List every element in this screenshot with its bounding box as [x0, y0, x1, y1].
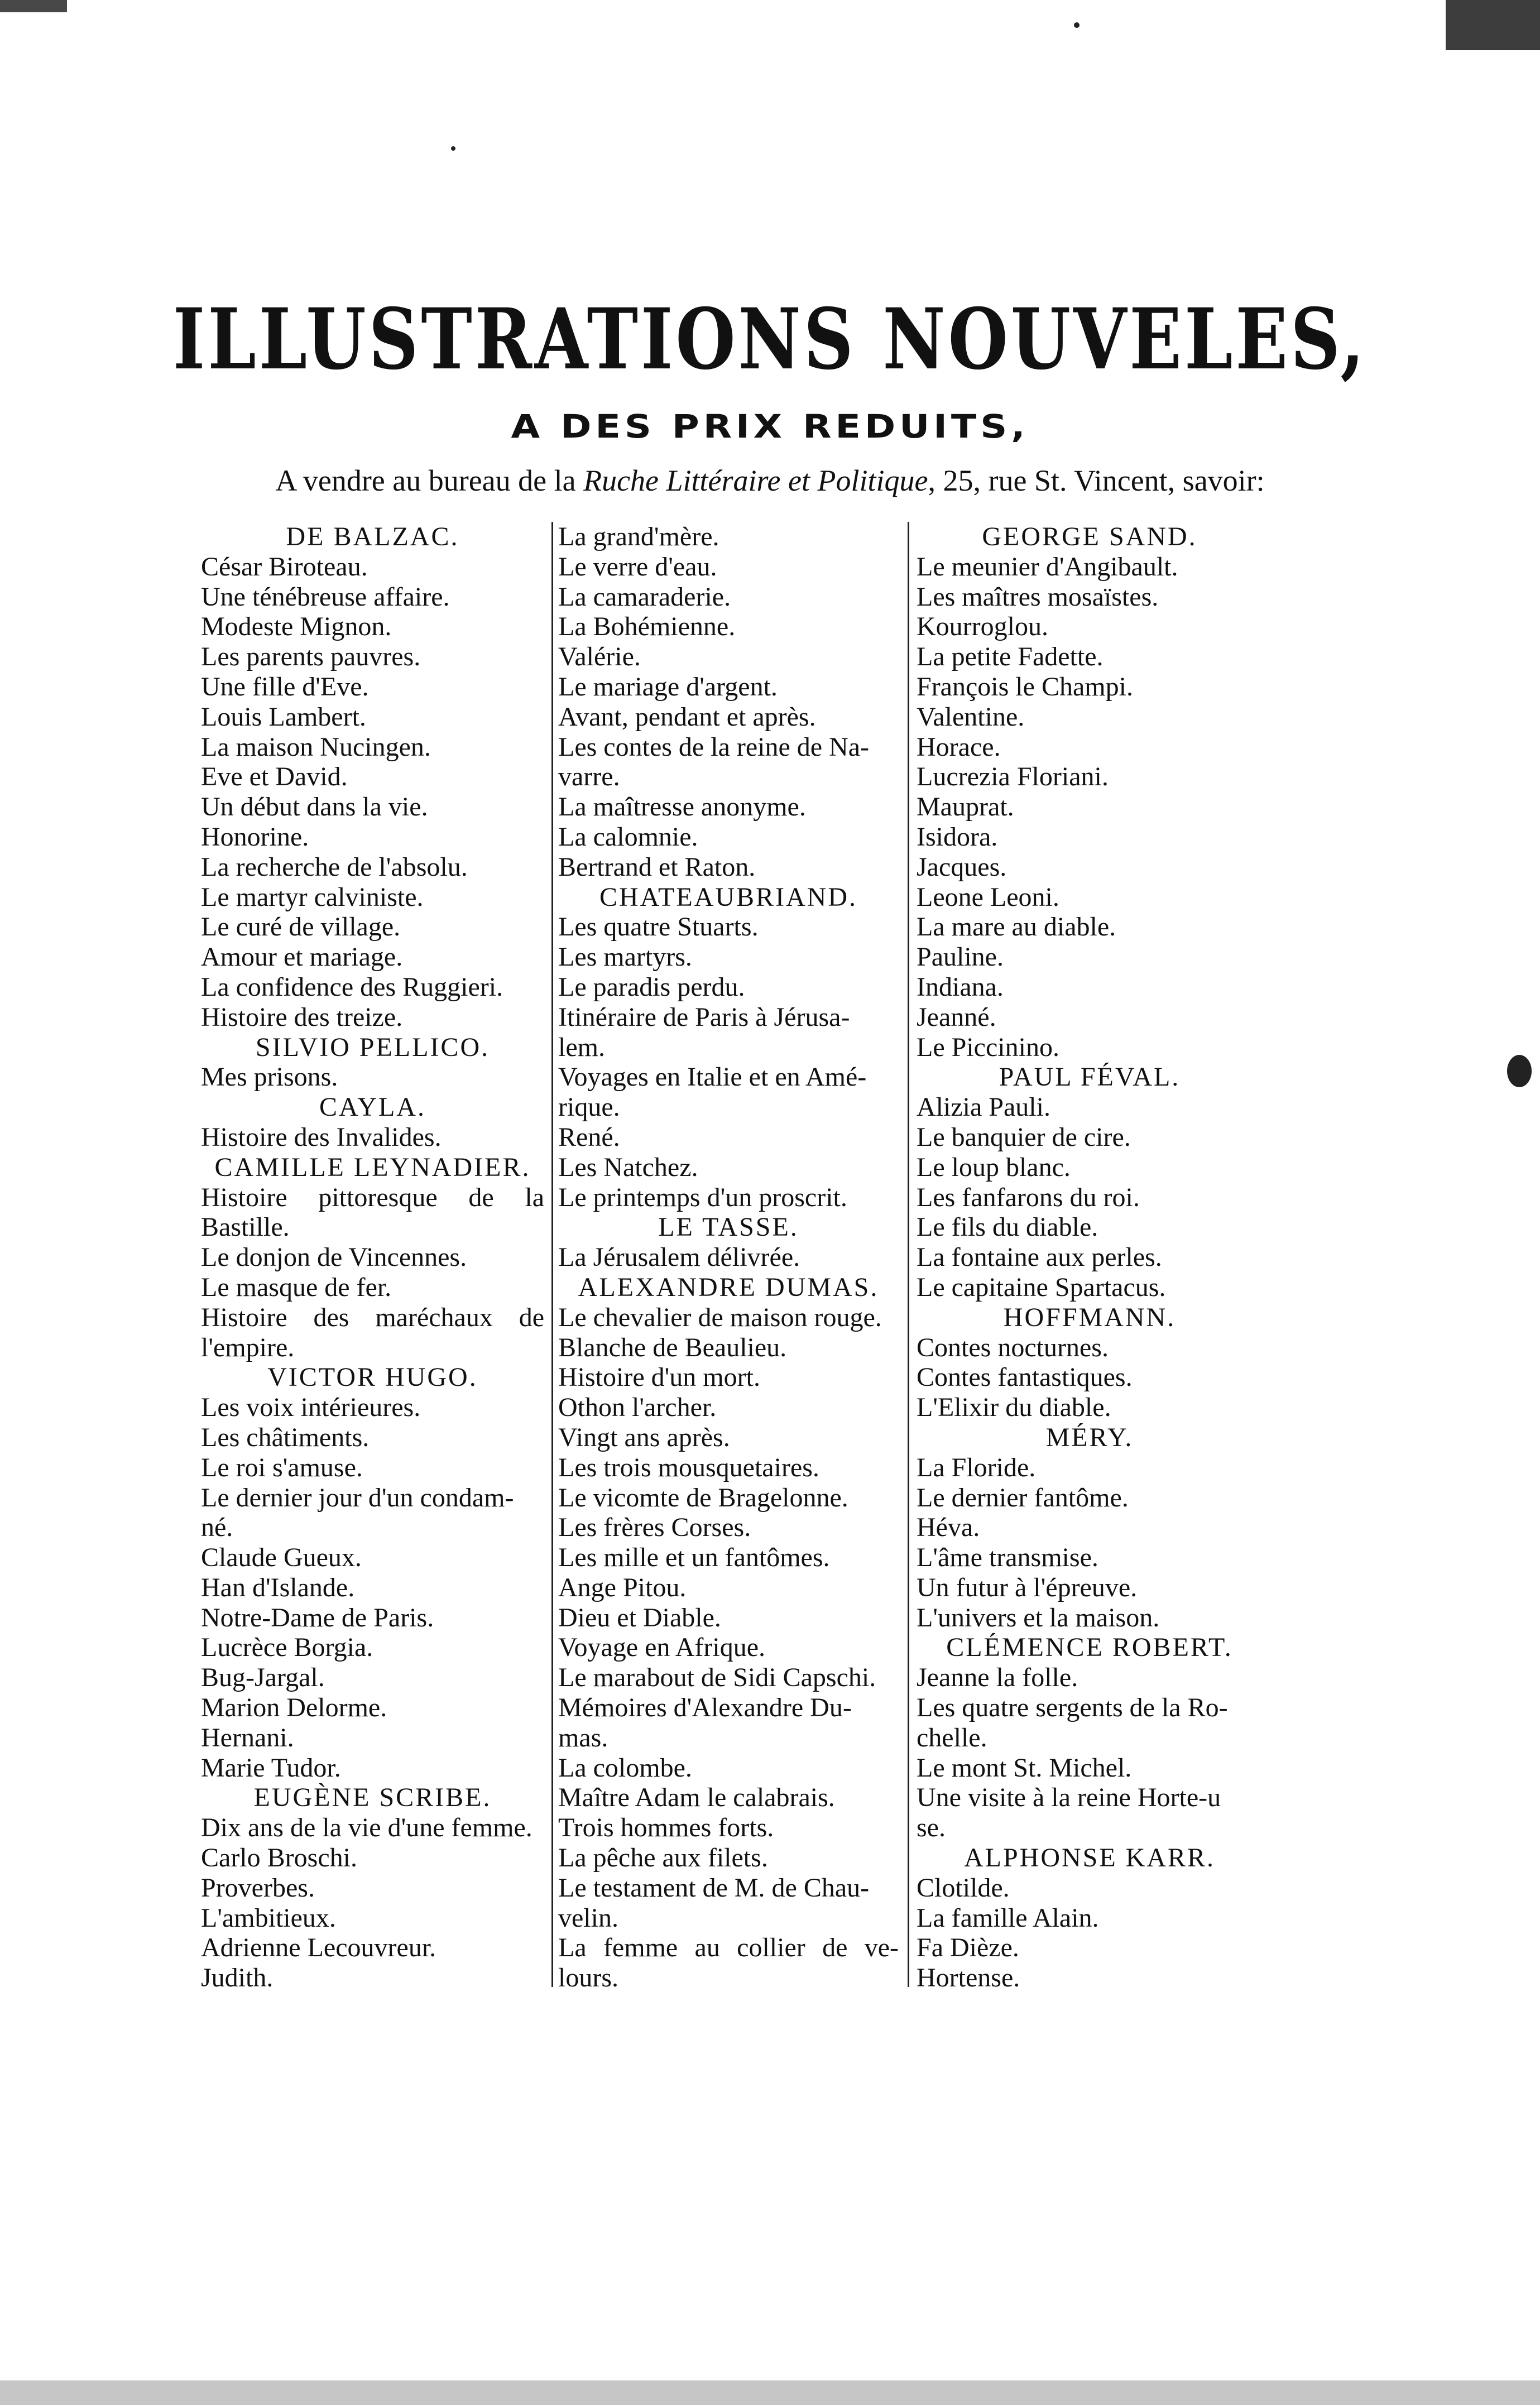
page-title: ILLUSTRATIONS NOUVELES,	[172, 290, 1368, 388]
book-title: Lucrezia Floriani.	[917, 762, 1109, 792]
book-title: Valérie.	[558, 642, 641, 672]
book-title: lem.	[558, 1032, 605, 1062]
book-title: mas.	[558, 1722, 608, 1753]
book-title: Notre-Dame de Paris.	[201, 1602, 434, 1633]
author-heading: CLÉMENCE ROBERT.	[946, 1633, 1233, 1663]
book-title: Horace.	[917, 732, 1001, 762]
scan-edge-bottom	[0, 2380, 1540, 2405]
book-title: varre.	[558, 762, 620, 792]
book-title: Proverbes.	[201, 1873, 315, 1903]
book-title: Le meunier d'Angibault.	[917, 551, 1178, 582]
book-title: Voyage en Afrique.	[558, 1633, 766, 1663]
book-title: Le chevalier de maison rouge.	[558, 1302, 882, 1332]
book-title: L'âme transmise.	[917, 1543, 1098, 1573]
book-title: Itinéraire de Paris à Jérusa-	[558, 1002, 850, 1032]
book-title: l'empire.	[201, 1332, 295, 1362]
book-title: La maison Nucingen.	[201, 732, 431, 762]
book-title: Le loup blanc.	[917, 1152, 1071, 1182]
book-title: Trois hommes forts.	[558, 1813, 774, 1843]
book-title: La femme au collier de ve-	[558, 1933, 899, 1963]
book-title: Dieu et Diable.	[558, 1602, 721, 1633]
book-title: Les martyrs.	[558, 942, 692, 972]
book-title: Alizia Pauli.	[917, 1092, 1050, 1122]
book-title: César Biroteau.	[201, 551, 368, 582]
book-title: Les trois mousquetaires.	[558, 1452, 819, 1482]
book-title: Carlo Broschi.	[201, 1843, 357, 1873]
book-title: La Floride.	[917, 1452, 1036, 1482]
author-heading: CHATEAUBRIAND.	[599, 882, 857, 912]
book-title: Les quatre sergents de la Ro-	[917, 1693, 1228, 1723]
book-title: Les frères Corses.	[558, 1513, 751, 1543]
book-title: Le mariage d'argent.	[558, 671, 778, 702]
book-title: Un futur à l'épreuve.	[917, 1572, 1138, 1602]
author-heading: GEORGE SAND.	[982, 522, 1197, 551]
book-title: La famille Alain.	[917, 1903, 1099, 1933]
book-title: Othon l'archer.	[558, 1393, 717, 1423]
book-title: Lucrèce Borgia.	[201, 1633, 373, 1663]
scan-edge-top-right	[1446, 0, 1540, 50]
author-heading: VICTOR HUGO.	[267, 1362, 478, 1393]
book-title: Le banquier de cire.	[917, 1122, 1131, 1152]
book-title: Le roi s'amuse.	[201, 1452, 363, 1482]
book-title: Mauprat.	[917, 792, 1014, 822]
intro-before: A vendre au bureau de la	[275, 464, 584, 497]
book-title: Les mille et un fantômes.	[558, 1543, 830, 1573]
book-title: La mare au diable.	[917, 912, 1116, 942]
book-title: Histoire des maréchaux de	[201, 1302, 544, 1332]
book-title: rique.	[558, 1092, 620, 1122]
book-title: Dix ans de la vie d'une femme.	[201, 1813, 532, 1843]
book-title: Histoire pittoresque de la	[201, 1182, 544, 1212]
book-title: Histoire des treize.	[201, 1002, 403, 1032]
book-title: Indiana.	[917, 972, 1004, 1002]
book-title: Le testament de M. de Chau-	[558, 1873, 870, 1903]
book-title: Modeste Mignon.	[201, 612, 392, 642]
book-title: Jacques.	[917, 852, 1007, 882]
book-title: Le vicomte de Bragelonne.	[558, 1482, 848, 1513]
book-title: Les voix intérieures.	[201, 1393, 421, 1423]
column-divider-1	[551, 522, 553, 1987]
book-title: lours.	[558, 1963, 618, 1993]
book-title: L'Elixir du diable.	[917, 1393, 1111, 1423]
book-title: Blanche de Beaulieu.	[558, 1332, 787, 1362]
intro-line	[0, 463, 1540, 498]
book-title: Leone Leoni.	[917, 882, 1059, 912]
book-title: Une visite à la reine Horte-u	[917, 1783, 1221, 1813]
book-title: Le martyr calviniste.	[201, 882, 424, 912]
book-title: Un début dans la vie.	[201, 792, 428, 822]
book-title: Kourroglou.	[917, 612, 1048, 642]
author-heading: EUGÈNE SCRIBE.	[253, 1783, 492, 1813]
book-title: Louis Lambert.	[201, 702, 366, 732]
book-title: Marie Tudor.	[201, 1753, 341, 1783]
book-title: La Bohémienne.	[558, 612, 736, 642]
book-title: Une fille d'Eve.	[201, 671, 369, 702]
book-title: Le Piccinino.	[917, 1032, 1059, 1062]
book-title: Vingt ans après.	[558, 1422, 730, 1452]
book-title: La colombe.	[558, 1753, 692, 1783]
author-heading: ALEXANDRE DUMAS.	[578, 1272, 879, 1302]
book-title: Eve et David.	[201, 762, 348, 792]
book-title: Honorine.	[201, 822, 309, 852]
book-title: Amour et mariage.	[201, 942, 403, 972]
book-title: Le masque de fer.	[201, 1272, 392, 1302]
book-title: Bertrand et Raton.	[558, 852, 756, 882]
book-title: Hortense.	[917, 1963, 1020, 1993]
book-title: Les quatre Stuarts.	[558, 912, 759, 942]
book-title: Le marabout de Sidi Capschi.	[558, 1663, 876, 1693]
author-heading: MÉRY.	[1045, 1422, 1134, 1452]
author-heading: LE TASSE.	[658, 1212, 799, 1242]
book-title: La maîtresse anonyme.	[558, 792, 806, 822]
book-title: Contes fantastiques.	[917, 1362, 1133, 1393]
author-heading: DE BALZAC.	[286, 522, 459, 551]
catalog-column-2	[558, 522, 899, 1993]
book-title: Avant, pendant et après.	[558, 702, 816, 732]
book-title: Les contes de la reine de Na-	[558, 732, 870, 762]
book-title: Histoire des Invalides.	[201, 1122, 442, 1152]
book-title: Bastille.	[201, 1212, 290, 1242]
book-title: se.	[917, 1813, 946, 1843]
book-title: Claude Gueux.	[201, 1543, 362, 1573]
column-divider-2	[908, 522, 909, 1987]
catalog-column-3	[917, 522, 1263, 1993]
book-title: La calomnie.	[558, 822, 698, 852]
book-title: Le donjon de Vincennes.	[201, 1242, 467, 1273]
book-title: Le printemps d'un proscrit.	[558, 1182, 847, 1212]
book-title: François le Champi.	[917, 671, 1133, 702]
book-title: Marion Delorme.	[201, 1693, 387, 1723]
book-title: Histoire d'un mort.	[558, 1362, 760, 1393]
author-heading: CAMILLE LEYNADIER.	[214, 1152, 531, 1182]
book-title: La Jérusalem délivrée.	[558, 1242, 800, 1273]
author-heading: SILVIO PELLICO.	[255, 1032, 490, 1062]
book-title: Judith.	[201, 1963, 274, 1993]
ink-speck	[1074, 22, 1080, 28]
intro-after: , 25, rue St. Vincent, savoir:	[928, 464, 1265, 497]
book-title: Le fils du diable.	[917, 1212, 1098, 1242]
book-title: La confidence des Ruggieri.	[201, 972, 503, 1002]
book-title: René.	[558, 1122, 620, 1152]
book-title: Adrienne Lecouvreur.	[201, 1933, 436, 1963]
author-heading: PAUL FÉVAL.	[999, 1062, 1181, 1092]
author-heading: ALPHONSE KARR.	[963, 1843, 1216, 1873]
book-title: Pauline.	[917, 942, 1004, 972]
book-title: Mémoires d'Alexandre Du-	[558, 1693, 852, 1723]
book-title: Bug-Jargal.	[201, 1663, 325, 1693]
book-title: Le capitaine Spartacus.	[917, 1272, 1166, 1302]
book-title: Le curé de village.	[201, 912, 401, 942]
book-title: Voyages en Italie et en Amé-	[558, 1062, 867, 1092]
book-title: La recherche de l'absolu.	[201, 852, 468, 882]
book-title: Les parents pauvres.	[201, 642, 421, 672]
book-title: Han d'Islande.	[201, 1572, 355, 1602]
book-title: Valentine.	[917, 702, 1025, 732]
book-title: La fontaine aux perles.	[917, 1242, 1162, 1273]
book-title: Les châtiments.	[201, 1422, 370, 1452]
book-title: Les Natchez.	[558, 1152, 698, 1182]
book-title: L'ambitieux.	[201, 1903, 336, 1933]
book-title: Contes nocturnes.	[917, 1332, 1109, 1362]
book-title: Le paradis perdu.	[558, 972, 745, 1002]
book-title: Le dernier fantôme.	[917, 1482, 1129, 1513]
book-title: La camaraderie.	[558, 582, 731, 612]
book-title: Fa Dièze.	[917, 1933, 1019, 1963]
book-title: Jeanné.	[917, 1002, 996, 1032]
book-title: Les maîtres mosaïstes.	[917, 582, 1159, 612]
book-title: Mes prisons.	[201, 1062, 338, 1092]
book-title: La pêche aux filets.	[558, 1843, 768, 1873]
book-title: Clotilde.	[917, 1873, 1010, 1903]
book-title: Maître Adam le calabrais.	[558, 1783, 835, 1813]
book-title: La petite Fadette.	[917, 642, 1104, 672]
book-title: Hernani.	[201, 1722, 294, 1753]
book-title: né.	[201, 1513, 233, 1543]
book-title: Une ténébreuse affaire.	[201, 582, 450, 612]
book-title: Héva.	[917, 1513, 980, 1543]
book-title: Le dernier jour d'un condam-	[201, 1482, 514, 1513]
book-title: Ange Pitou.	[558, 1572, 687, 1602]
scan-edge-top-left	[0, 0, 67, 12]
ink-speck	[451, 146, 455, 151]
book-title: Le mont St. Michel.	[917, 1753, 1132, 1783]
catalog-column-1	[201, 522, 544, 1993]
book-title: La grand'mère.	[558, 522, 719, 551]
book-title: Le verre d'eau.	[558, 551, 717, 582]
book-title: L'univers et la maison.	[917, 1602, 1160, 1633]
ink-blot	[1507, 1055, 1532, 1087]
journal-name: Ruche Littéraire et Politique	[583, 464, 928, 497]
book-title: Jeanne la folle.	[917, 1663, 1078, 1693]
author-heading: CAYLA.	[319, 1092, 426, 1122]
book-title: Les fanfarons du roi.	[917, 1182, 1140, 1212]
book-title: Isidora.	[917, 822, 998, 852]
author-heading: HOFFMANN.	[1003, 1302, 1176, 1332]
book-title: velin.	[558, 1903, 618, 1933]
book-title: chelle.	[917, 1722, 987, 1753]
page-subtitle: A DES PRIX REDUITS,	[511, 407, 1029, 445]
